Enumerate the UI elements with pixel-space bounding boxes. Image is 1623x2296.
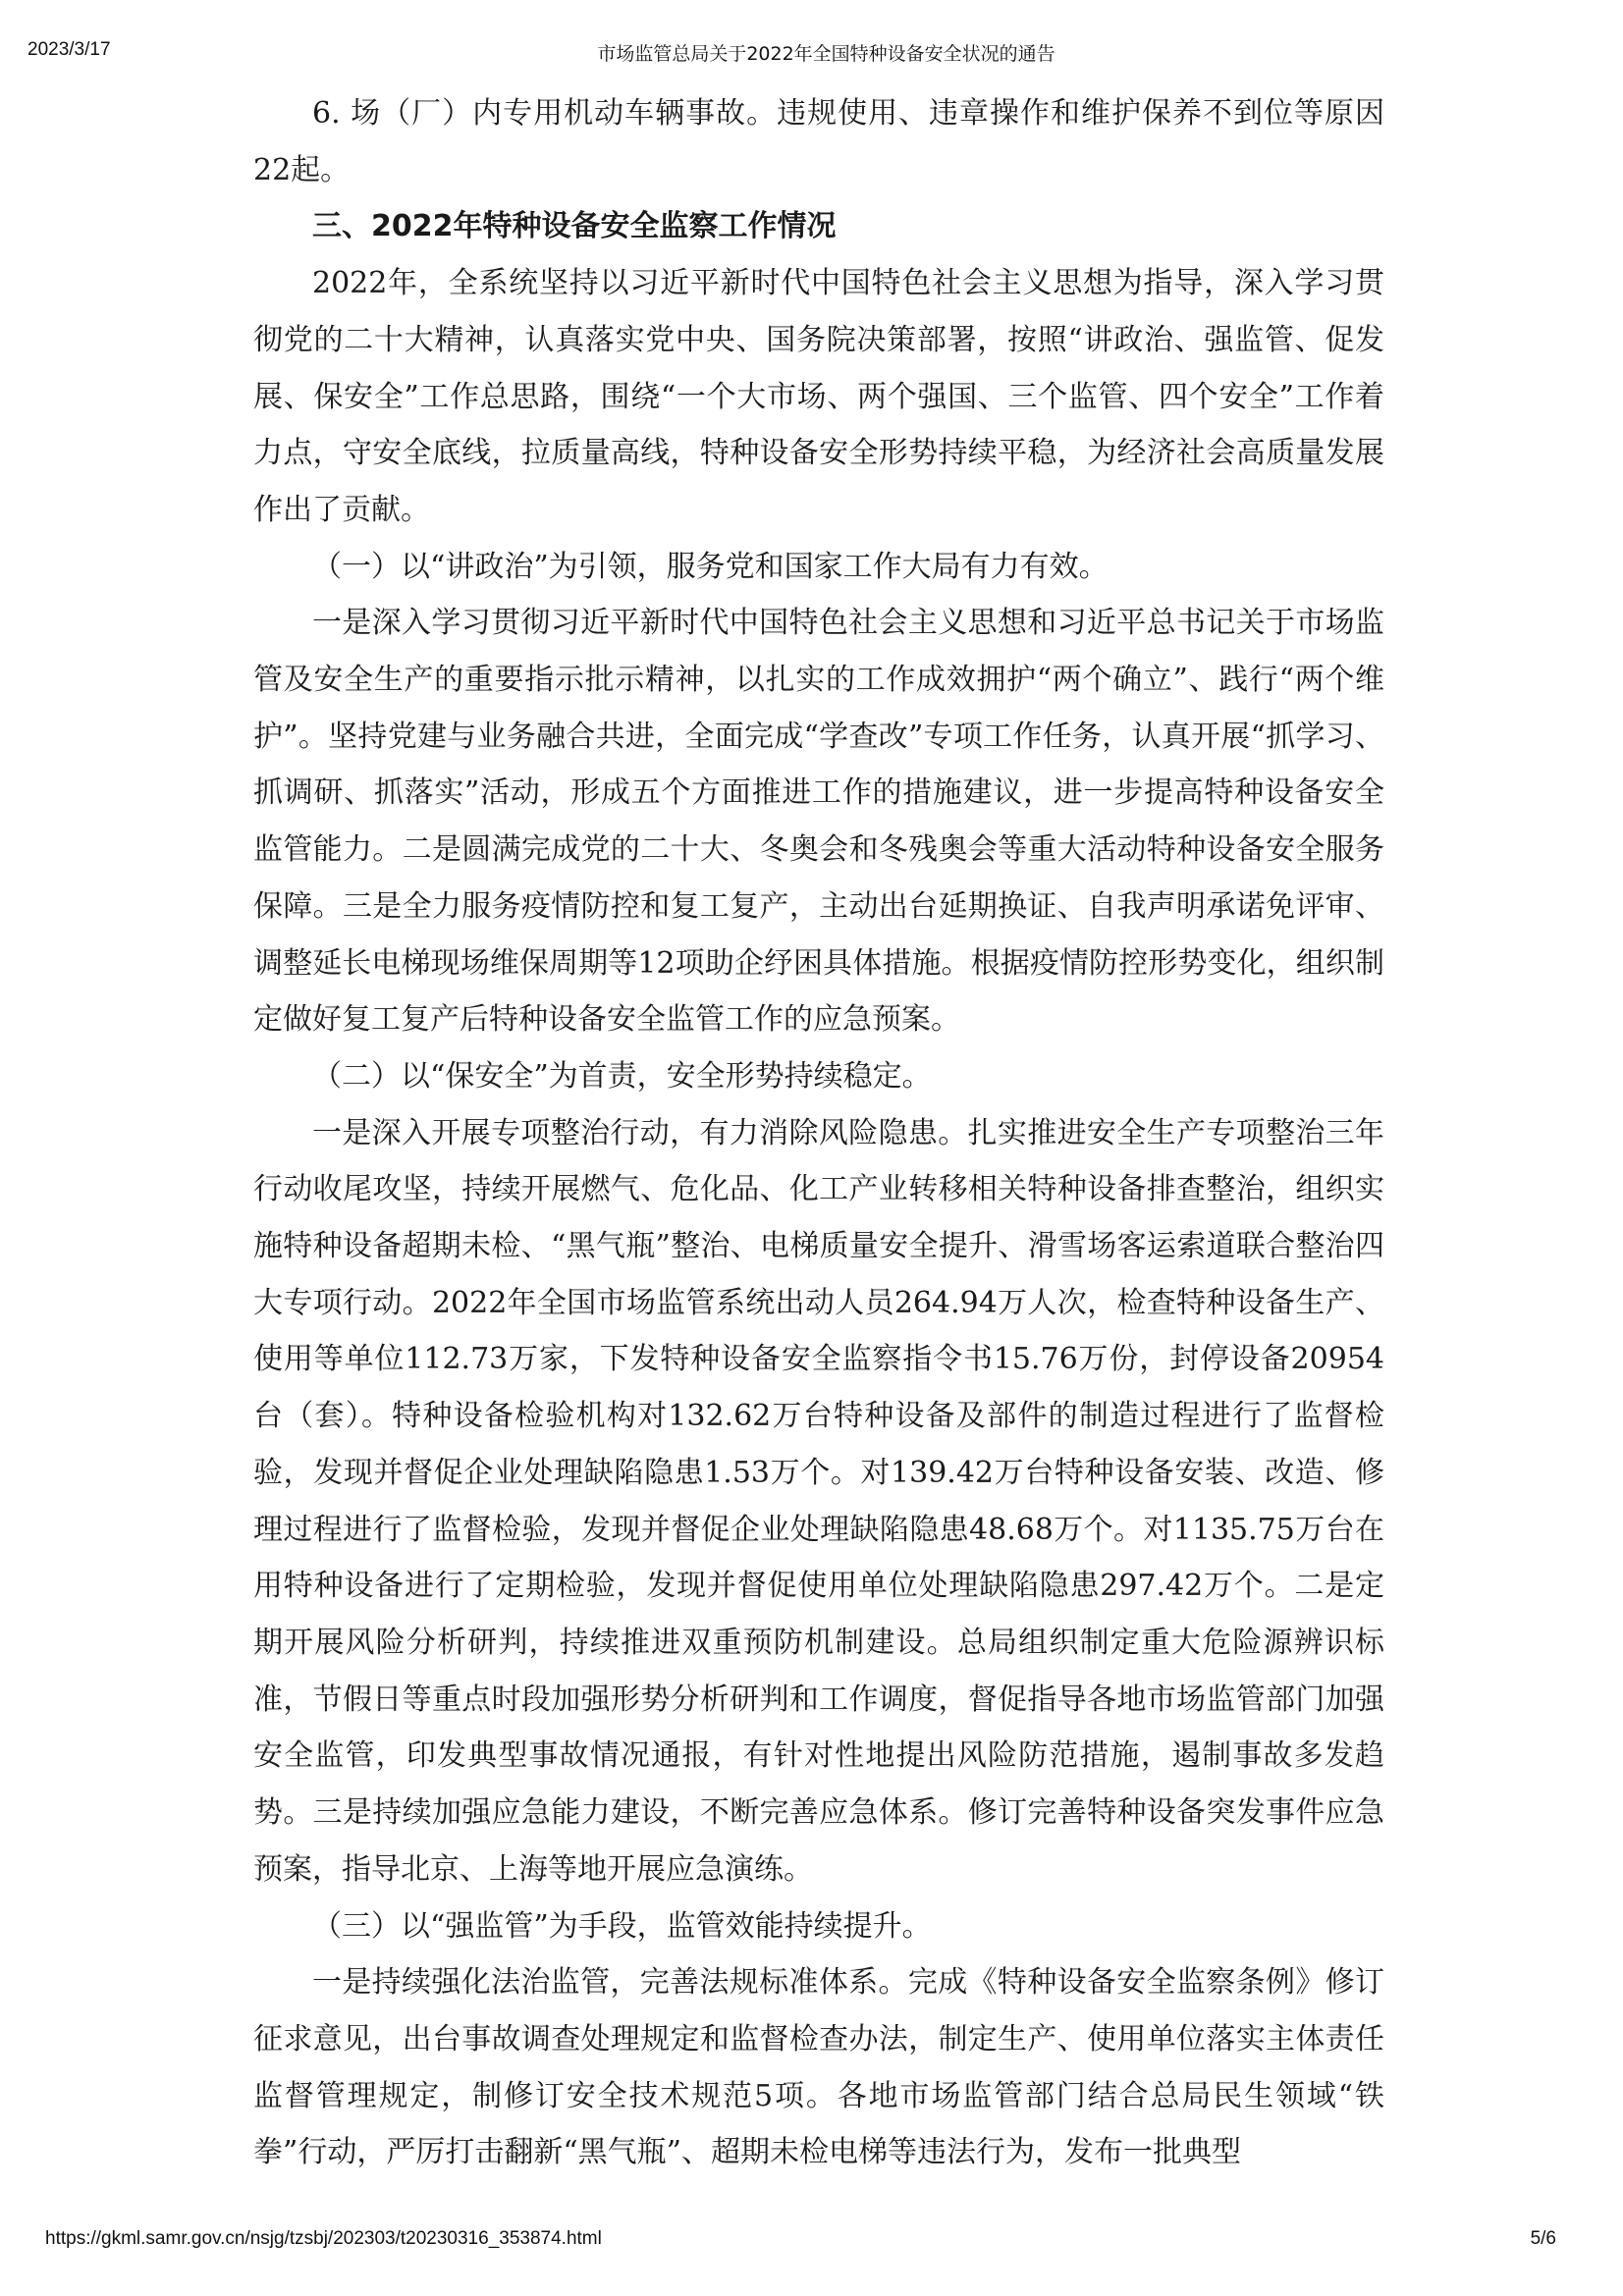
- paragraph-supervision: 一是持续强化法治监管，完善法规标准体系。完成《特种设备安全监察条例》修订征求意见，出台事故调查处理规定和监督检查办法，制定生产、使用单位落实主体责任监督管理规定，制修订安全技术规范5项。各地市场监管部门结合总局民生领域“铁拳”行动，严厉打击翻新“黑气瓶”、超期未检电梯等违法行为，发布一批典型: [253, 1965, 1384, 2170]
- section-heading-3: 三、2022年特种设备安全监察工作情况: [312, 209, 837, 244]
- paragraph-politics: 一是深入学习贯彻习近平新时代中国特色社会主义思想和习近平总书记关于市场监管及安全生产的重要指示批示精神，以扎实的工作成效拥护“两个确立”、践行“两个维护”。坚持党建与业务融合共进，全面完成“学查改”专项工作任务，认真开展“抓学习、抓调研、抓落实”活动，形成五个方面推进工作的措施建议，进一步提高特种设备安全监管能力。二是圆满完成党的二十大、冬奥会和冬残奥会等重大活动特种设备安全服务保障。三是全力服务疫情防控和复工复产，主动出台延期换证、自我声明承诺免评审、调整延长电梯现场维保周期等12项助企纾困具体措施。根据疫情防控形势变化，组织制定做好复工复产后特种设备安全监管工作的应急预案。: [253, 606, 1384, 1038]
- print-header-title: 市场监管总局关于2022年全国特种设备安全状况的通告: [597, 43, 1055, 65]
- subheading-1-politics: （一）以“讲政治”为引领，服务党和国家工作大局有力有效。: [312, 549, 1109, 584]
- print-header-date: 2023/3/17: [27, 39, 111, 60]
- document-body: [253, 85, 1384, 2181]
- paragraph-item-6-vehicles: 6. 场（厂）内专用机动车辆事故。违规使用、违章操作和维护保养不到位等原因22起。: [253, 96, 1384, 187]
- subheading-2-safety: （二）以“保安全”为首责，安全形势持续稳定。: [312, 1058, 932, 1094]
- print-footer-url: https://gkml.samr.gov.cn/nsjg/tzsbj/202303/t20230316_353874.html: [45, 2228, 602, 2249]
- print-footer-page-number: 5/6: [1530, 2228, 1556, 2249]
- paragraph-safety: 一是深入开展专项整治行动，有力消除风险隐患。扎实推进安全生产专项整治三年行动收尾攻坚，持续开展燃气、危化品、化工产业转移相关特种设备排查整治，组织实施特种设备超期未检、“黑气瓶”整治、电梯质量安全提升、滑雪场客运索道联合整治四大专项行动。2022年全国市场监管系统出动人员264.94万人次，检查特种设备生产、使用等单位112.73万家，下发特种设备安全监察指令书15.76万份，封停设备20954台（套）。特种设备检验机构对132.62万台特种设备及部件的制造过程进行了监督检验，发现并督促企业处理缺陷隐患1.53万个。对139.42万台特种设备安装、改造、修理过程进行了监督检验，发现并督促企业处理缺陷隐患48.68万个。对1135.75万台在用特种设备进行了定期检验，发现并督促使用单位处理缺陷隐患297.42万个。二是定期开展风险分析研判，持续推进双重预防机制建设。总局组织制定重大危险源辨识标准，节假日等重点时段加强形势分析研判和工作调度，督促指导各地市场监管部门加强安全监管，印发典型事故情况通报，有针对性地提出风险防范措施，遏制事故多发趋势。三是持续加强应急能力建设，不断完善应急体系。修订完善特种设备突发事件应急预案，指导北京、上海等地开展应急演练。: [253, 1115, 1384, 1887]
- subheading-3-supervision: （三）以“强监管”为手段，监管效能持续提升。: [312, 1908, 932, 1944]
- paragraph-overview: 2022年，全系统坚持以习近平新时代中国特色社会主义思想为指导，深入学习贯彻党的二十大精神，认真落实党中央、国务院决策部署，按照“讲政治、强监管、促发展、保安全”工作总思路，围绕“一个大市场、两个强国、三个监管、四个安全”工作着力点，守安全底线，拉质量高线，特种设备安全形势持续平稳，为经济社会高质量发展作出了贡献。: [253, 266, 1384, 527]
